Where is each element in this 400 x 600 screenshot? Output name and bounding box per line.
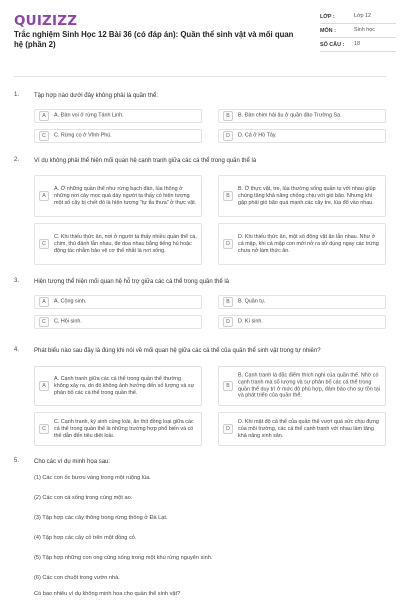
option-letter: B (223, 381, 233, 391)
question-4 (14, 347, 386, 457)
option-text: B. Quần tụ. (238, 298, 266, 305)
option-letter: A (39, 381, 49, 391)
option-b[interactable] (218, 175, 386, 217)
option-c[interactable] (34, 412, 202, 446)
question-number: 2. (14, 157, 20, 163)
meta-label: LỚP : (320, 14, 335, 20)
option-d[interactable] (218, 129, 386, 143)
meta-value: Sinh học (354, 27, 375, 33)
option-text: B. Cạnh tranh là đặc điểm thích nghi của quần thể. Nhờ có cạnh tranh mà số lượng và sự phân bố các cá thể trong quần thể duy trì ở mức độ phù hợp, đảm bảo cho sự tồn tại và phát triển của quần thể. (238, 372, 380, 399)
option-letter: A (39, 111, 49, 121)
option-text: B. Đàn chim hải âu ở quần đảo Trường Sa. (238, 112, 342, 119)
option-c[interactable] (34, 223, 202, 265)
statement-3: (3) Tập hợp các cây thông trong rừng thông ở Đà Lạt. (34, 515, 168, 521)
option-text: A. Cộng sinh. (54, 298, 87, 305)
option-d[interactable] (218, 412, 386, 446)
option-text: D. Kí sinh. (238, 318, 263, 325)
question-3 (14, 278, 386, 338)
option-a[interactable] (34, 366, 202, 406)
option-letter: A (39, 191, 49, 201)
question-text: Tập hợp nào dưới đây không phải là quần thể: (34, 93, 158, 99)
option-text: D. Khi thiếu thức ăn, một số động vật ăn lẫn nhau. Như ở cá mập, khi cá mập con mới nở ra sử dụng ngay các trứng chưa nở làm thức ăn. (238, 233, 379, 254)
meta-label: MÔN : (320, 28, 336, 34)
option-letter: B (223, 111, 233, 121)
option-letter: C (39, 317, 49, 327)
option-letter: C (39, 131, 49, 141)
option-text: B. Ở thực vật, tre, lúa thường sống quần tụ với nhau giúp chúng tăng khả năng chống chịu với gió bão. Nhưng khi gặp phải gió bão quá mạnh các cây tre, lúa đổ vào nhau. (238, 185, 376, 206)
quizizz-logo: QUIZIZZ (14, 13, 78, 29)
option-text: D. Cá ở Hồ Tây. (238, 132, 277, 139)
option-a[interactable] (34, 109, 202, 123)
page-title: Trắc nghiệm Sinh Học 12 Bài 36 (có đáp án): Quần thể sinh vật và mối quan hệ (phần 2) (14, 30, 294, 49)
statement-1: (1) Các con ốc bươu vàng trong một ruộng lúa. (34, 475, 151, 481)
option-text: C. Rừng cọ ở Vĩnh Phú. (54, 132, 112, 139)
option-text: D. Khi mật độ cá thể của quần thể vượt quá sức chịu đựng của môi trường, các cá thể cạnh tranh với nhau làm tăng khả năng sinh sản. (238, 418, 379, 439)
option-letter: A (39, 297, 49, 307)
option-b[interactable] (218, 366, 386, 406)
option-b[interactable] (218, 295, 386, 309)
question-text: Phát biểu nào sau đây là đúng khi nói về mối quan hệ giữa các cá thể của quần thể sinh vật trong tự nhiên? (34, 348, 321, 354)
option-text: A. Đàn voi ở rừng Tánh Linh. (54, 112, 124, 119)
meta-label: SỐ CÂU : (320, 42, 345, 48)
meta-table (320, 10, 396, 52)
worksheet-header (0, 0, 400, 78)
question-number: 1. (14, 92, 20, 98)
question-5 (14, 458, 386, 598)
question-number: 5. (14, 458, 20, 464)
question-text: Hiện tượng thể hiện mối quan hệ hỗ trợ giữa các cá thể trong quần thể là (34, 279, 230, 285)
option-c[interactable] (34, 129, 202, 143)
option-letter: C (39, 424, 49, 434)
option-text: C. Khi thiếu thức ăn, nơi ở người ta thấy nhiều quần thể cá, chim, thú đánh lẫn nhau, đe dọa nhau bằng tiếng hú hoặc động tác nhằm bảo vệ cơ thể nhất là nơi sống. (54, 233, 197, 254)
meta-value: 18 (354, 41, 360, 47)
statement-2: (2) Các con cá sống trong cùng một ao. (34, 495, 133, 501)
meta-value: Lớp 12 (354, 13, 372, 19)
option-letter: D (223, 239, 233, 249)
option-letter: B (223, 297, 233, 307)
question-1 (14, 92, 386, 162)
meta-row-count (320, 38, 396, 52)
option-c[interactable] (34, 315, 202, 329)
option-letter: C (39, 239, 49, 249)
option-text: A. Ở những quần thể như rừng bạch đàn, lúa thông ở những nơi cây mọc quá dày người ta thấy có hiện tượng một số cây bị chết đó là hiện tượng "tự tỉa thưa" ở thực vật. (54, 185, 197, 206)
option-text: A. Cạnh tranh giữa các cá thể trong quần thể thường không xảy ra, do đó không ảnh hưởng đến số lượng và sự phân bố các cá thể trong quần thể. (54, 375, 195, 396)
question-prompt: Có bao nhiêu ví dụ không minh họa cho quần thể sinh vật? (34, 591, 181, 597)
statement-6: (6) Các con chuột trong vườn nhà. (34, 575, 120, 581)
option-d[interactable] (218, 315, 386, 329)
statement-4: (4) Tập hợp các cây cỏ trên một đồng cỏ. (34, 535, 137, 541)
option-text: C. Hội sinh. (54, 318, 82, 325)
option-a[interactable] (34, 175, 202, 217)
option-d[interactable] (218, 223, 386, 265)
option-letter: D (223, 424, 233, 434)
question-2 (14, 157, 386, 272)
meta-row-class (320, 10, 396, 24)
option-text: C. Cạnh tranh, ký sinh cùng loài, ăn thịt đồng loại giữa các cá thể trong quần thể là những trường hợp phổ biến và có thể dẫn đến tiêu diệt loài. (54, 418, 194, 439)
option-b[interactable] (218, 109, 386, 123)
question-number: 3. (14, 278, 20, 284)
option-letter: D (223, 131, 233, 141)
meta-row-subject (320, 24, 396, 38)
question-text: Ví dụ không phải thể hiện mối quan hệ cạnh tranh giữa các cá thể trong quần thể là (34, 158, 257, 164)
question-text: Cho các ví dụ minh họa sau: (34, 459, 111, 465)
question-number: 4. (14, 347, 20, 353)
statement-5: (5) Tập hợp những con ong cùng sống trong một khu rừng nguyên sinh. (34, 555, 213, 561)
header-divider (14, 76, 386, 77)
option-letter: D (223, 317, 233, 327)
option-letter: B (223, 191, 233, 201)
option-a[interactable] (34, 295, 202, 309)
